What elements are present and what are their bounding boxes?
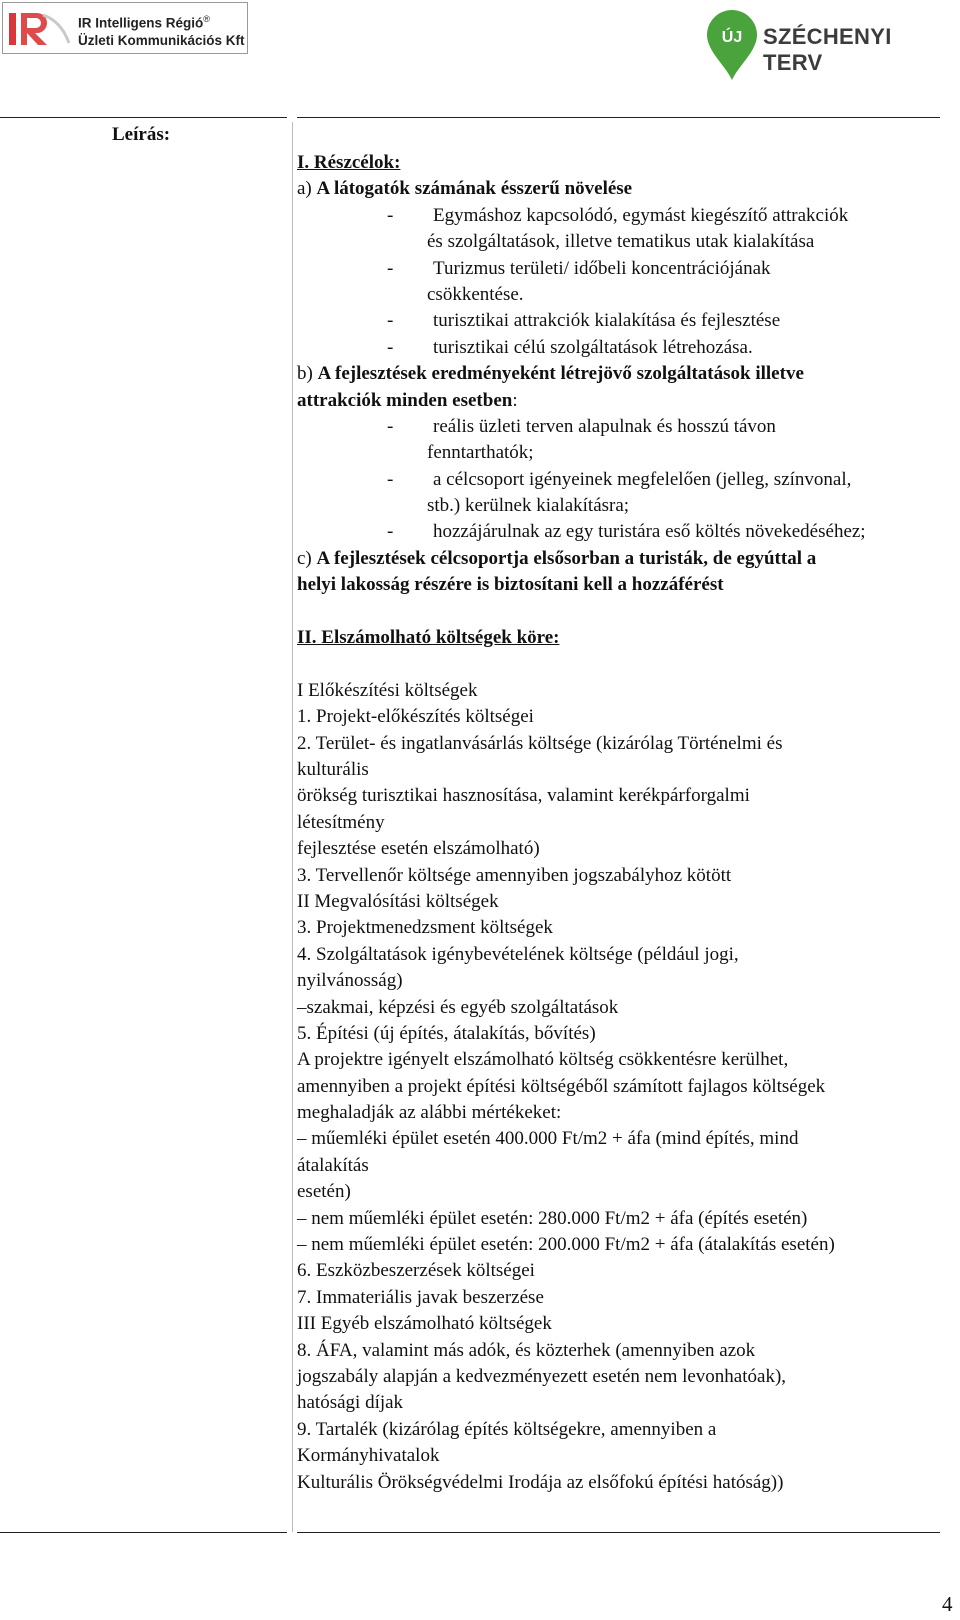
footer-rule-left — [0, 1532, 287, 1533]
cost-line: kulturális — [297, 758, 369, 780]
header-rule-left — [0, 117, 287, 118]
cost-line: 2. Terület- és ingatlanvásárlás költsége (kizárólag Történelmi és — [297, 732, 783, 754]
goal-c-heading-cont: helyi lakosság részére is biztosítani kell a hozzáférést — [297, 574, 724, 596]
cost-line: amennyiben a projekt építési költségéből számított fajlagos költségek — [297, 1075, 826, 1097]
goal-c-heading: c) A fejlesztések célcsoportja elsősorban a turisták, de egyúttal a — [297, 547, 817, 569]
page-number: 4 — [942, 1592, 953, 1616]
list-item: - hozzájárulnak az egy turistára eső költés növekedéséhez; — [387, 521, 866, 543]
list-item: - a célcsoport igényeinek megfelelően (jelleg, színvonal, — [387, 468, 852, 490]
szechenyi-terv-text: SZÉCHENYI TERV — [763, 24, 892, 75]
footer-rule-right — [297, 1532, 940, 1533]
cost-line: fejlesztése esetén elszámolható) — [297, 838, 540, 860]
list-item: - Egymáshoz kapcsolódó, egymást kiegészítő attrakciók — [387, 204, 849, 226]
section-title-costs: II. Elszámolható költségek köre: — [297, 627, 560, 649]
ir-logo — [2, 2, 248, 54]
cost-line: 3. Projektmenedzsment költségek — [297, 917, 553, 939]
cost-line: – műemléki épület esetén 400.000 Ft/m2 + áfa (mind építés, mind — [297, 1128, 799, 1150]
list-item-cont: stb.) kerülnek kialakításra; — [427, 495, 630, 517]
map-pin-icon — [705, 8, 759, 82]
description-label: Leírás: — [112, 124, 171, 145]
list-item: - turisztikai célú szolgáltatások létrehozása. — [387, 336, 753, 358]
cost-line: 8. ÁFA, valamint más adók, és közterhek (amennyiben azok — [297, 1339, 756, 1361]
cost-line: esetén) — [297, 1181, 351, 1203]
cost-line: hatósági díjak — [297, 1392, 404, 1414]
cost-list — [297, 678, 957, 1496]
cost-line: – nem műemléki épület esetén: 200.000 Ft/m2 + áfa (átalakítás esetén) — [297, 1234, 835, 1256]
goal-b-heading: b) A fejlesztések eredményeként létrejövő szolgáltatások illetve — [297, 363, 804, 385]
list-item-cont: fenntarthatók; — [427, 442, 534, 464]
cost-line: A projektre igényelt elszámolható költség csökkentésre kerülhet, — [297, 1049, 789, 1071]
szechenyi-terv-logo — [705, 8, 945, 88]
list-item: - turisztikai attrakciók kialakítása és fejlesztése — [387, 310, 781, 332]
section-title-goals: I. Részcélok: — [297, 152, 401, 173]
cost-line: –szakmai, képzési és egyéb szolgáltatások — [297, 996, 619, 1018]
ir-logo-text: IR Intelligens Régió® Üzleti Kommunikációs Kft — [78, 14, 245, 48]
header-rule-right — [297, 117, 940, 118]
cost-line: nyilvánosság) — [297, 970, 403, 992]
cost-line: örökség turisztikai hasznosítása, valamint kerékpárforgalmi — [297, 785, 750, 807]
cost-line: létesítmény — [297, 811, 385, 833]
description-content — [297, 150, 957, 1496]
cost-line: 7. Immateriális javak beszerzése — [297, 1286, 544, 1308]
list-item: - reális üzleti terven alapulnak és hosszú távon — [387, 415, 776, 437]
cost-line: 9. Tartalék (kizárólag építés költségekre, amennyiben a — [297, 1418, 717, 1440]
column-divider — [292, 122, 293, 1532]
cost-line: 4. Szolgáltatások igénybevételének költsége (például jogi, — [297, 943, 739, 965]
ir-logo-mark-icon — [7, 7, 73, 49]
cost-line: 5. Építési (új építés, átalakítás, bővítés) — [297, 1022, 596, 1044]
cost-line: átalakítás — [297, 1154, 369, 1176]
goal-a-heading: a) A látogatók számának ésszerű növelése — [297, 178, 633, 200]
cost-line: jogszabály alapján a kedvezményezett esetén nem levonhatóak), — [297, 1365, 787, 1387]
cost-line: 3. Tervellenőr költsége amennyiben jogszabályhoz kötött — [297, 864, 732, 886]
cost-line: I Előkészítési költségek — [297, 679, 478, 701]
list-item: - Turizmus területi/ időbeli koncentrációjának — [387, 257, 771, 279]
goal-b-heading-cont: attrakciók minden esetben: — [297, 389, 518, 411]
cost-line: Kormányhivatalok — [297, 1445, 440, 1467]
cost-line: meghaladják az alábbi mértékeket: — [297, 1102, 562, 1124]
cost-line: III Egyéb elszámolható költségek — [297, 1313, 552, 1335]
list-item-cont: csökkentése. — [427, 283, 524, 305]
svg-text:ÚJ: ÚJ — [721, 29, 743, 46]
cost-line: Kulturális Örökségvédelmi Irodája az elsőfokú építési hatóság)) — [297, 1471, 784, 1493]
cost-line: II Megvalósítási költségek — [297, 890, 499, 912]
cost-line: 6. Eszközbeszerzések költségei — [297, 1260, 535, 1282]
cost-line: 1. Projekt-előkészítés költségei — [297, 706, 534, 728]
list-item-cont: és szolgáltatások, illetve tematikus utak kialakítása — [427, 231, 815, 253]
cost-line: – nem műemléki épület esetén: 280.000 Ft/m2 + áfa (építés esetén) — [297, 1207, 808, 1229]
